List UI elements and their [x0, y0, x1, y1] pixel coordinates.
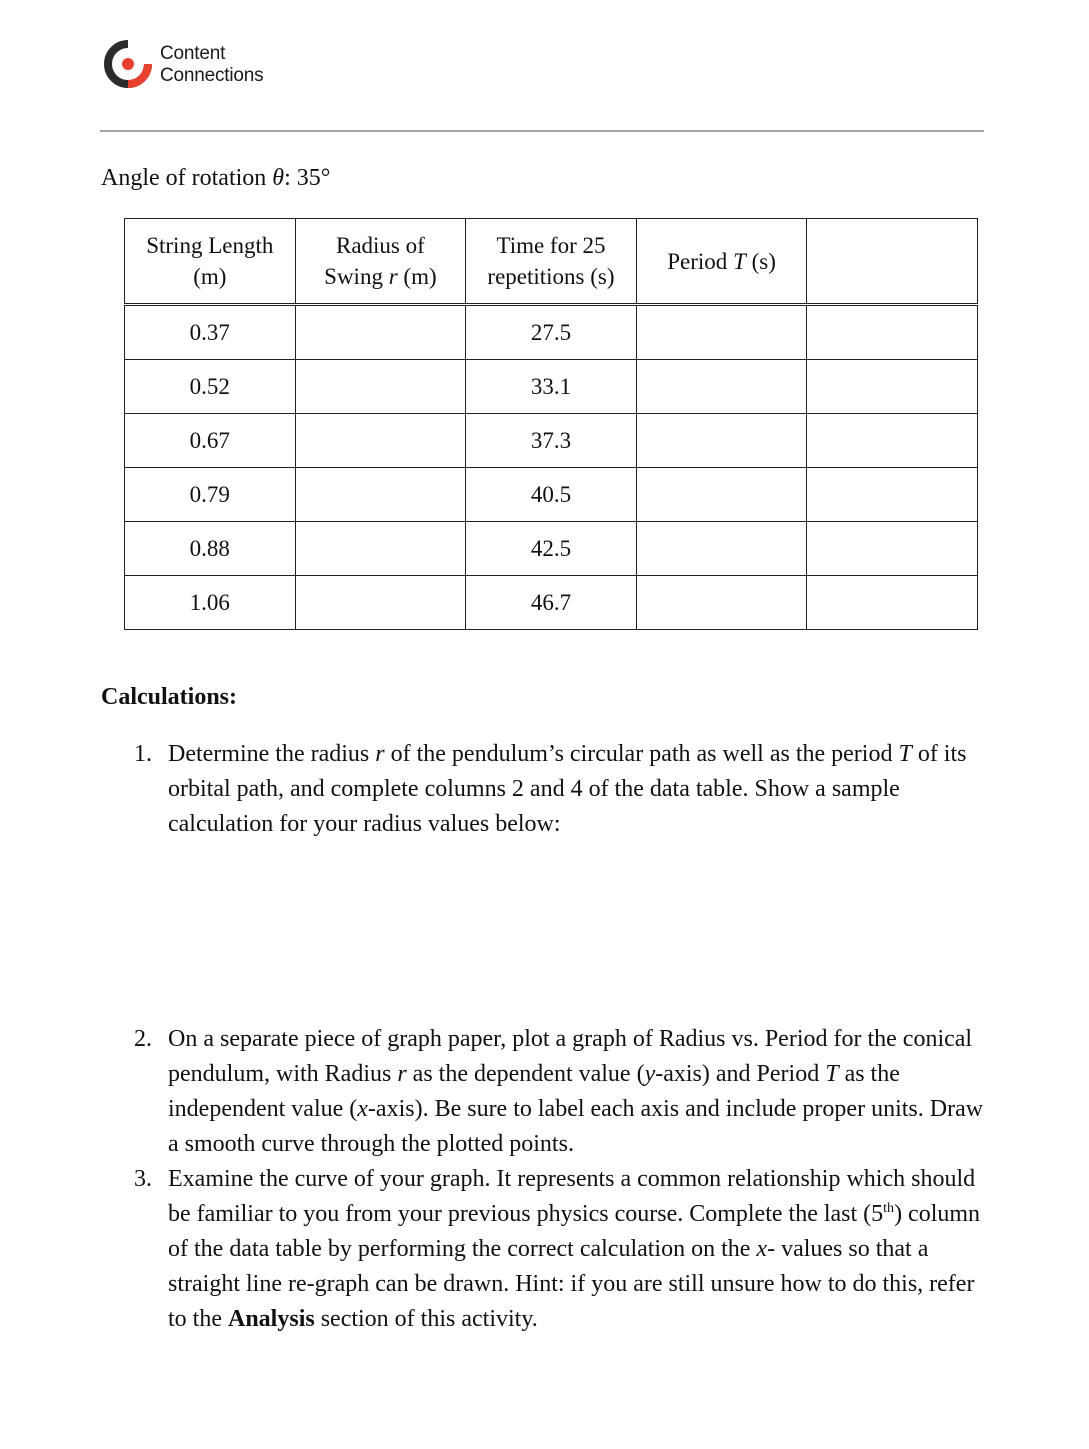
cell-extra[interactable] — [807, 468, 978, 522]
cell-length: 0.52 — [125, 360, 296, 414]
calculations-heading: Calculations: — [101, 684, 238, 710]
question-text: On a separate piece of graph paper, plot a graph of Radius vs. Period for the conical pendulum, with Radius r as the dependent value (y-axis) and Period T as the independent value (x-axis). Be sure to label each axis and include proper units. Draw a smooth curve through the plotted points. — [168, 1026, 984, 1157]
cell-radius[interactable] — [295, 576, 466, 630]
header-blank — [807, 219, 978, 305]
header-radius: Radius of Swing r (m) — [295, 219, 466, 305]
header-divider — [100, 130, 984, 132]
cell-extra[interactable] — [807, 576, 978, 630]
cell-time: 42.5 — [466, 522, 637, 576]
data-table — [124, 218, 978, 630]
cell-time: 33.1 — [466, 360, 637, 414]
table-row — [125, 414, 978, 468]
header-string-length: String Length (m) — [125, 219, 296, 305]
theta-symbol: θ — [272, 165, 285, 191]
cell-extra[interactable] — [807, 414, 978, 468]
question-number: 3. — [134, 1166, 152, 1192]
cell-period[interactable] — [636, 522, 807, 576]
table-row — [125, 576, 978, 630]
cell-extra[interactable] — [807, 305, 978, 360]
cell-radius[interactable] — [295, 468, 466, 522]
cell-radius[interactable] — [295, 522, 466, 576]
cell-length: 0.88 — [125, 522, 296, 576]
angle-value: : 35° — [284, 165, 331, 191]
header-period: Period T (s) — [636, 219, 807, 305]
cell-period[interactable] — [636, 360, 807, 414]
cell-length: 0.67 — [125, 414, 296, 468]
question-number: 2. — [134, 1026, 152, 1052]
cell-length: 1.06 — [125, 576, 296, 630]
content-connections-logo — [104, 40, 304, 90]
table-row — [125, 360, 978, 414]
cell-period[interactable] — [636, 305, 807, 360]
logo-c-icon — [104, 40, 152, 88]
question-number: 1. — [134, 741, 152, 767]
analysis-emphasis: Analysis — [228, 1306, 315, 1332]
cell-time: 40.5 — [466, 468, 637, 522]
cell-length: 0.37 — [125, 305, 296, 360]
logo-wordmark — [160, 43, 263, 87]
cell-period[interactable] — [636, 468, 807, 522]
angle-label: Angle of rotation — [101, 165, 267, 191]
question-text: Examine the curve of your graph. It represents a common relationship which should be familiar to you from your previous physics course. Complete the last (5th) column of the data table by performing the correct calculation on the x- values so that a straight line re-graph can be drawn. Hint: if you are still unsure how to do this, refer to the Analysis section of this activity. — [168, 1166, 981, 1332]
table-row — [125, 305, 978, 360]
cell-radius[interactable] — [295, 305, 466, 360]
table-row — [125, 468, 978, 522]
logo-line1: Content — [160, 43, 226, 64]
cell-length: 0.79 — [125, 468, 296, 522]
cell-time: 27.5 — [466, 305, 637, 360]
angle-of-rotation — [101, 165, 330, 192]
header-time: Time for 25 repetitions (s) — [466, 219, 637, 305]
cell-period[interactable] — [636, 414, 807, 468]
cell-radius[interactable] — [295, 360, 466, 414]
cell-time: 46.7 — [466, 576, 637, 630]
question-text: Determine the radius r of the pendulum’s circular path as well as the period T of its orbital path, and complete columns 2 and 4 of the data table. Show a sample calculation for your radius values below: — [168, 741, 967, 837]
cell-radius[interactable] — [295, 414, 466, 468]
cell-time: 37.3 — [466, 414, 637, 468]
table-header-row — [125, 219, 978, 305]
cell-period[interactable] — [636, 576, 807, 630]
logo-line2: Connections — [160, 65, 264, 86]
cell-extra[interactable] — [807, 522, 978, 576]
cell-extra[interactable] — [807, 360, 978, 414]
table-row — [125, 522, 978, 576]
